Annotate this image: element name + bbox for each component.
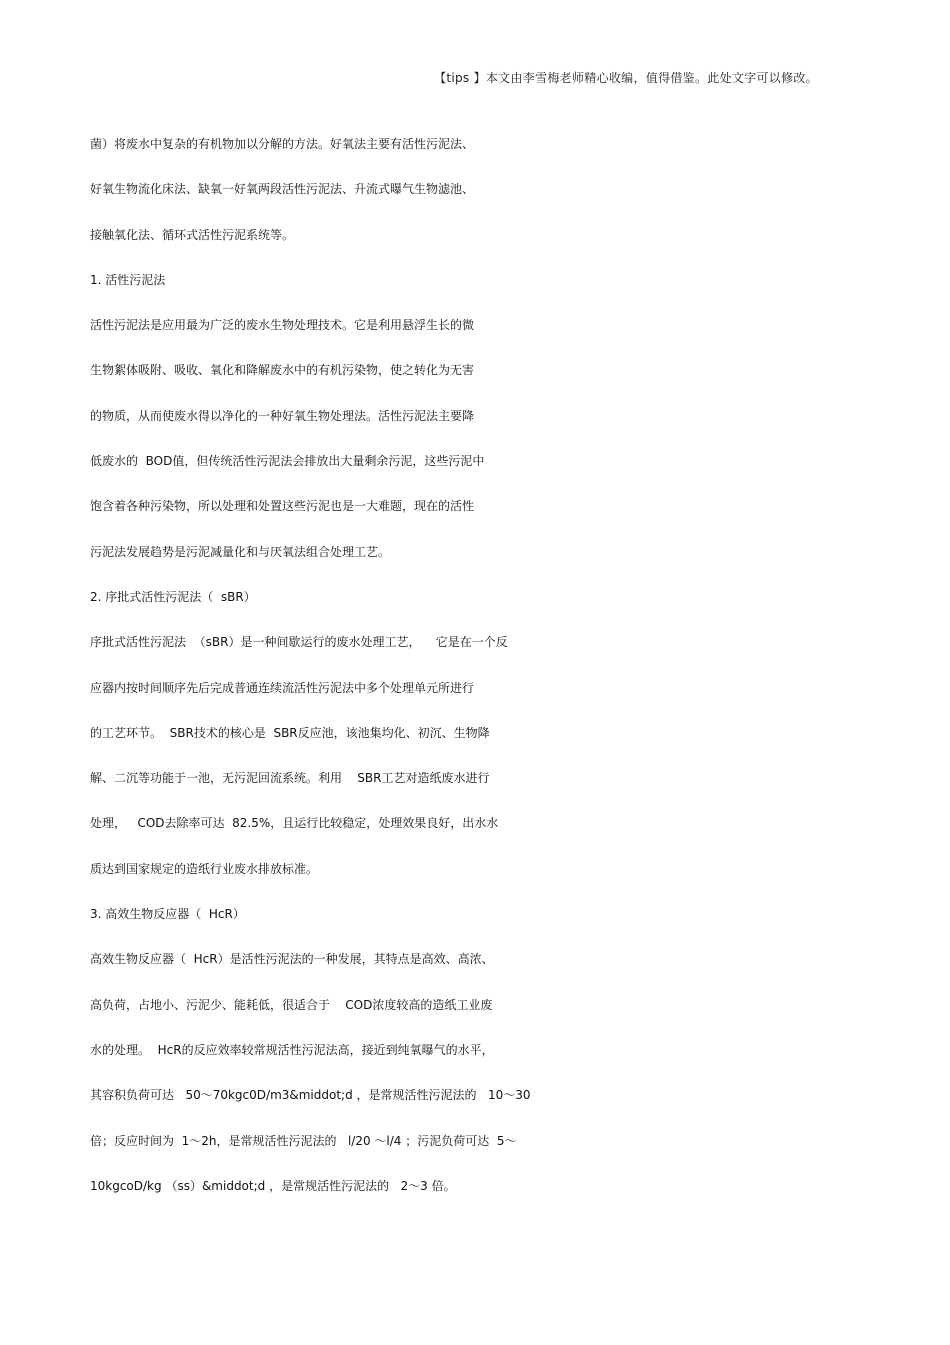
text-line: 污泥法发展趋势是污泥减量化和与厌氧法组合处理工艺。 [90, 544, 391, 559]
tips-header: 【tips 】本文由李雪梅老师精心收编，值得借鉴。此处文字可以修改。 [434, 71, 818, 85]
section-heading: 3. 高效生物反应器（ HcR） [90, 907, 245, 922]
text-line: 生物絮体吸附、吸收、氧化和降解废水中的有机污染物，使之转化为无害 [90, 363, 475, 378]
text-line: 倍；反应时间为 1～2h，是常规活性污泥法的 l/20 ～l/4 ；污泥负荷可达 5～ [90, 1133, 517, 1148]
text-line: 其容积负荷可达 50～70kgc0D/m3&middot;d ，是常规活性污泥法的 10～30 [90, 1088, 531, 1103]
text-line: 好氧生物流化床法、缺氧一好氧两段活性污泥法、升流式曝气生物滤池、 [90, 182, 475, 197]
body-text [90, 128, 880, 1215]
text-line: 10kgcoD/kg （ss）&middot;d ，是常规活性污泥法的 2～3 倍。 [90, 1178, 456, 1193]
text-line: 高负荷，占地小、污泥少、能耗低，很适合于 COD浓度较高的造纸工业废 [90, 997, 493, 1012]
text-line: 低废水的 BOD值，但传统活性污泥法会排放出大量剩余污泥，这些污泥中 [90, 454, 485, 469]
text-line: 质达到国家规定的造纸行业废水排放标准。 [90, 861, 319, 876]
text-line: 的物质，从而使废水得以净化的一种好氧生物处理法。活性污泥法主要降 [90, 408, 475, 423]
text-line: 饱含着各种污染物，所以处理和处置这些污泥也是一大难题，现在的活性 [90, 499, 475, 514]
text-line: 应器内按时间顺序先后完成普通连续流活性污泥法中多个处理单元所进行 [90, 680, 475, 695]
text-line: 的工艺环节。 SBR技术的核心是 SBR反应池，该池集均化、初沉、生物降 [90, 725, 490, 740]
text-line: 序批式活性污泥法 （sBR）是一种间歇运行的废水处理工艺， 它是在一个反 [90, 635, 508, 650]
text-line: 接触氧化法、循环式活性污泥系统等。 [90, 227, 295, 242]
text-line: 活性污泥法是应用最为广泛的废水生物处理技术。它是利用悬浮生长的微 [90, 318, 475, 333]
text-line: 高效生物反应器（ HcR）是活性污泥法的一种发展，其特点是高效、高浓、 [90, 952, 494, 967]
section-heading: 1. 活性污泥法 [90, 272, 166, 287]
text-line: 水的处理。 HcR的反应效率较常规活性污泥法高，接近到纯氧曝气的水平， [90, 1042, 494, 1057]
text-line: 处理， COD去除率可达 82.5%，且运行比较稳定，处理效果良好，出水水 [90, 816, 499, 831]
section-heading: 2. 序批式活性污泥法（ sBR） [90, 589, 256, 604]
text-line: 解、二沉等功能于一池，无污泥回流系统。利用 SBR工艺对造纸废水进行 [90, 771, 490, 786]
text-line: 菌）将废水中复杂的有机物加以分解的方法。好氧法主要有活性污泥法、 [90, 137, 475, 151]
